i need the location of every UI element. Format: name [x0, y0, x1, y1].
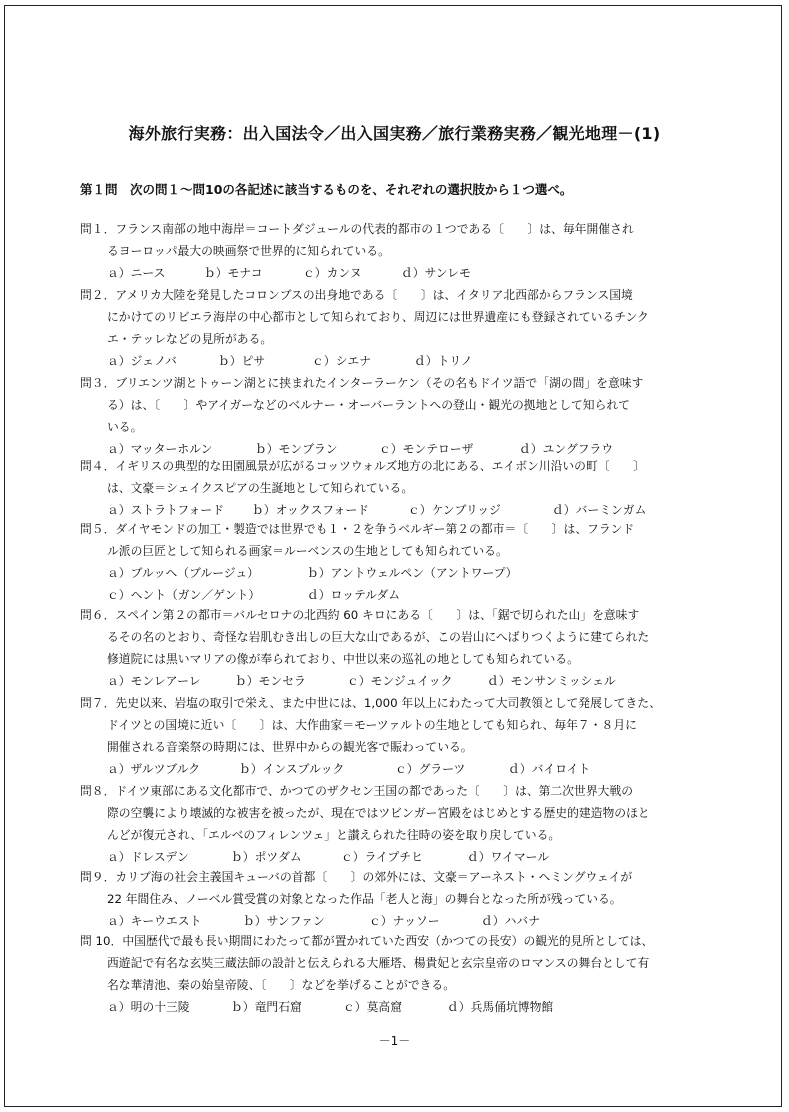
question-3: [80, 372, 700, 460]
page-title: 海外旅行実務：出入国法令／出入国実務／旅行業務実務／観光地理－(1): [128, 124, 661, 143]
choice-d[interactable]: ｄ）ワイマール: [467, 850, 549, 864]
question-8: [80, 780, 700, 868]
question-text: るヨーロッパ最大の映画祭で世界的に知られている。: [107, 244, 390, 258]
question-text: いる。: [107, 420, 143, 434]
choice-c[interactable]: ｃ）莫高窟: [343, 1000, 402, 1014]
choice-c[interactable]: ｃ）ヘント（ガン／ゲント）: [107, 588, 261, 602]
choice-list: [80, 562, 700, 584]
question-text: にかけてのリビエラ海岸の中心都市として知られており、周辺には世界遺産にも登録されているチンク: [107, 310, 649, 324]
choice-d[interactable]: ｄ）兵馬俑坑博物館: [447, 1000, 554, 1014]
question-text: 問５．ダイヤモンドの加工・製造では世界でも１・２を争うベルギー第２の都市＝〔 〕は、フランド: [80, 522, 635, 536]
question-text: エ・テッレなどの見所がある。: [107, 332, 273, 346]
choice-d[interactable]: ｄ）バーミンガム: [552, 503, 647, 517]
choice-list: [80, 262, 700, 284]
question-10: [80, 930, 700, 1018]
choice-a[interactable]: ａ）ストラトフォード: [107, 503, 225, 517]
question-text: るその名のとおり、奇怪な岩肌むき出しの巨大な山であるが、この岩山にへばりつくように建てられた: [107, 630, 650, 644]
question-text: 問８．ドイツ東部にある文化都市で、かつてのザクセン王国の都であった〔 〕は、第二次世界大戦の: [80, 784, 634, 798]
question-6: [80, 604, 700, 692]
choice-b[interactable]: ｂ）モンセラ: [235, 674, 306, 688]
question-text: 問１．フランス南部の地中海岸＝コートダジュールの代表的都市の１つである〔 〕は、毎年開催され: [80, 222, 634, 236]
choice-a[interactable]: ａ）明の十三陵: [107, 1000, 190, 1014]
question-text: は、文豪＝シェイクスピアの生誕地として知られている。: [107, 481, 414, 495]
question-5: [80, 518, 700, 606]
choice-b[interactable]: ｂ）モナコ: [204, 266, 263, 280]
choice-list: [80, 996, 700, 1018]
question-text: 開催される音楽祭の時期には、世界中からの観光客で賑わっている。: [107, 740, 473, 754]
choice-list: [80, 670, 700, 692]
choice-c[interactable]: ｃ）グラーツ: [395, 762, 466, 776]
choice-b[interactable]: ｂ）オックスフォード: [252, 503, 369, 517]
choice-d[interactable]: ｄ）モンサンミッシェル: [487, 674, 616, 688]
question-text: 問９．カリブ海の社会主義国キューバの首都〔 〕の郊外には、文豪＝アーネスト・ヘミングウェイが: [80, 870, 633, 884]
question-text: 修道院には黒いマリアの像が奉られており、中世以来の巡礼の地としても知られている。: [107, 652, 579, 666]
choice-b[interactable]: ｂ）モンブラン: [255, 442, 338, 456]
question-text: んどが復元され、「エルベのフィレンツェ」と讃えられた往時の姿を取り戻している。: [107, 828, 561, 842]
question-text: ドイツとの国境に近い〔 〕は、大作曲家＝モーツァルトの生地としても知られ、毎年７・８月に: [107, 718, 637, 732]
question-text: 問７．先史以来、岩塩の取引で栄え、また中世には、1,000 年以上にわたって大司教領として発展してきた、: [80, 696, 661, 710]
choice-b[interactable]: ｂ）ピサ: [218, 354, 266, 368]
question-9: [80, 866, 700, 932]
question-4: [80, 455, 700, 521]
choice-d[interactable]: ｄ）バイロイト: [508, 762, 591, 776]
question-7: [80, 692, 700, 780]
choice-list: [80, 350, 700, 372]
choice-list: [80, 584, 700, 606]
choice-b[interactable]: ｂ）サンファン: [243, 914, 325, 928]
question-text: る）は、〔 〕やアイガーなどのベルナー・オーバーラントへの登山・観光の拠地として知られて: [107, 398, 630, 412]
question-text: 問４．イギリスの典型的な田園風景が広がるコッツウォルズ地方の北にある、エイボン川沿いの町〔 〕: [80, 459, 645, 473]
choice-list: [80, 846, 700, 868]
question-text: 問６．スペイン第２の都市＝バルセロナの北西約 60 キロにある〔 〕は、「鋸で切られた山」を意味す: [80, 608, 640, 622]
question-text: 問３．ブリエンツ湖とトゥーン湖とに挟まれたインターラーケン（その名もドイツ語で「湖の間」を意味す: [80, 376, 644, 390]
choice-a[interactable]: ａ）マッターホルン: [107, 442, 213, 456]
choice-b[interactable]: ｂ）アントウェルペン（アントワープ）: [307, 566, 518, 580]
choice-d[interactable]: ｄ）サンレモ: [401, 266, 471, 280]
choice-c[interactable]: ｃ）モンジュイック: [347, 674, 453, 688]
question-text: ル派の巨匠として知られる画家＝ルーベンスの生地としても知られている。: [107, 544, 508, 558]
section-heading: 第１問 次の問１～問10の各記述に該当するものを、それぞれの選択肢から１つ選べ。: [80, 182, 573, 197]
choice-a[interactable]: ａ）モンレアーレ: [107, 674, 201, 688]
choice-b[interactable]: ｂ）インスブルック: [239, 762, 345, 776]
question-text: 問２．アメリカ大陸を発見したコロンブスの出身地である〔 〕は、イタリア北西部からフランス国境: [80, 288, 633, 302]
choice-c[interactable]: ｃ）ライプチヒ: [341, 850, 423, 864]
choice-d[interactable]: ｄ）ユングフラウ: [519, 442, 614, 456]
choice-list: [80, 910, 700, 932]
page-number: －1－: [378, 1034, 411, 1048]
question-1: [80, 218, 700, 284]
choice-c[interactable]: ｃ）シエナ: [312, 354, 371, 368]
choice-c[interactable]: ｃ）ナッソー: [369, 914, 440, 928]
question-text: 西遊記で有名な玄奘三蔵法師の設計と伝えられる大雁塔、楊貴妃と玄宗皇帝のロマンスの舞台として有: [107, 956, 650, 970]
choice-d[interactable]: ｄ）ハバナ: [481, 914, 540, 928]
choice-list: [80, 758, 700, 780]
question-text: 問 10．中国歴代で最も長い期間にわたって都が置かれていた西安（かつての長安）の観光的見所としては、: [80, 934, 654, 948]
choice-c[interactable]: ｃ）モンテローザ: [379, 442, 474, 456]
question-text: 際の空襲により壊滅的な被害を被ったが、現在ではツビンガー宮殿をはじめとする歴史的建造物のほと: [107, 806, 650, 820]
choice-d[interactable]: ｄ）トリノ: [414, 354, 473, 368]
choice-c[interactable]: ｃ）ケンブリッジ: [408, 503, 501, 517]
choice-b[interactable]: ｂ）ポツダム: [231, 850, 302, 864]
question-text: 22 年間住み、ノーベル賞受賞の対象となった作品「老人と海」の舞台となった所が残っている。: [107, 892, 622, 906]
choice-a[interactable]: ａ）ニース: [107, 266, 166, 280]
choice-d[interactable]: ｄ）ロッテルダム: [307, 588, 401, 602]
choice-a[interactable]: ａ）ザルツブルク: [107, 762, 201, 776]
choice-b[interactable]: ｂ）竜門石窟: [231, 1000, 302, 1014]
question-text: 名な華清池、秦の始皇帝陵、〔 〕などを挙げることができる。: [107, 978, 456, 992]
choice-c[interactable]: ｃ）カンヌ: [303, 266, 362, 280]
question-2: [80, 284, 700, 372]
choice-a[interactable]: ａ）ジェノバ: [107, 354, 177, 368]
choice-a[interactable]: ａ）ドレスデン: [107, 850, 189, 864]
choice-a[interactable]: ａ）キーウエスト: [107, 914, 202, 928]
choice-a[interactable]: ａ）ブルッヘ（ブルージュ）: [107, 566, 259, 580]
